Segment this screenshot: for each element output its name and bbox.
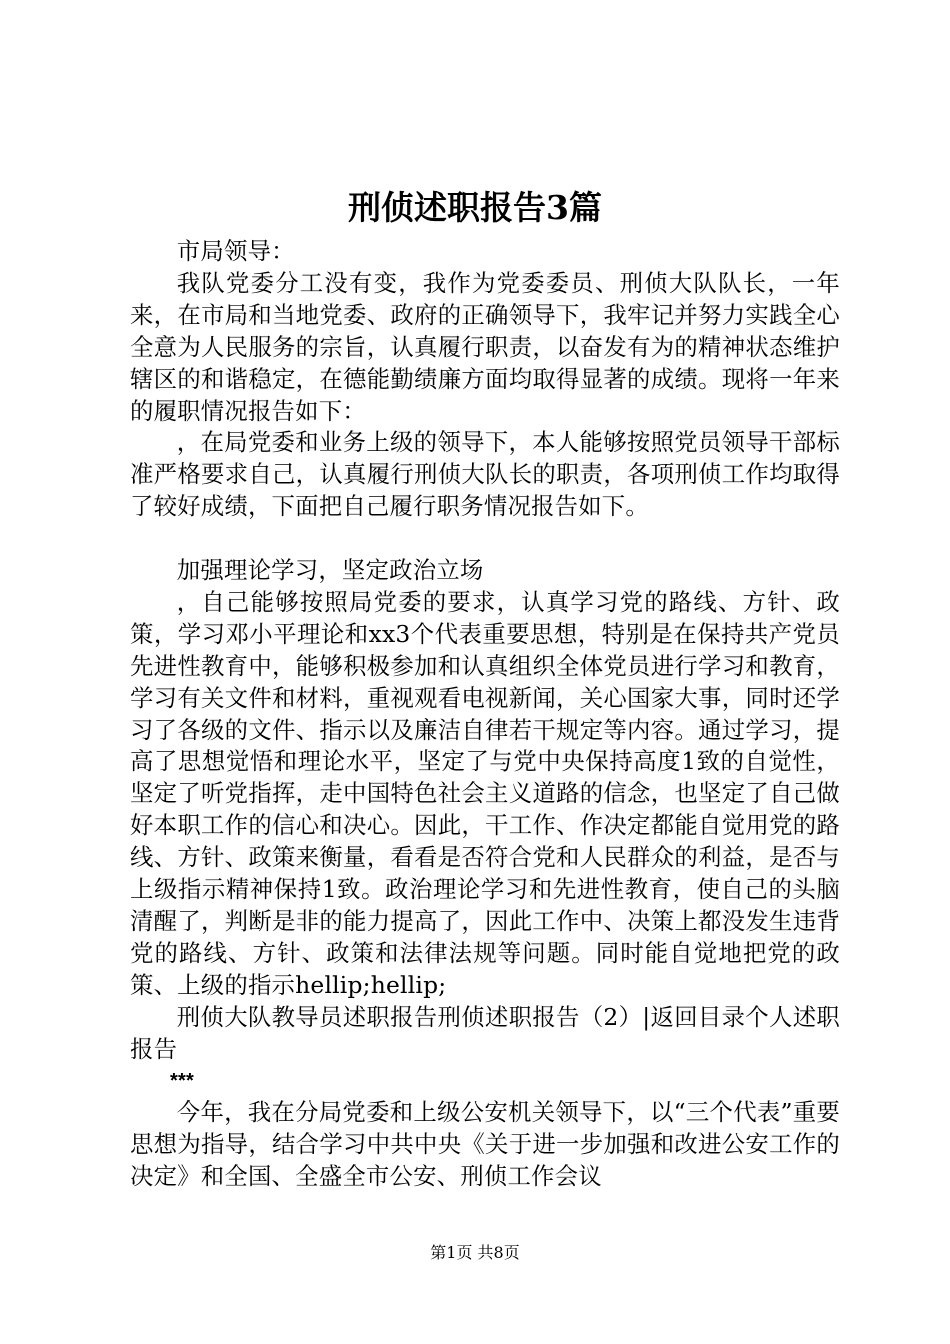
paragraph-second-report: 今年，我在分局党委和上级公安机关领导下，以“三个代表”重要思想为指导，结合学习中共中央《关于进一步加强和改进公安工作的决定》和全国、全盛全市公安、刑侦工作会议 — [130, 1098, 840, 1191]
section-heading: 加强理论学习，坚定政治立场 — [176, 556, 484, 585]
salutation: 市局领导： — [176, 237, 295, 265]
paragraph-related-link: 刑侦大队教导员述职报告刑侦述职报告（2）|返回目录个人述职报告 — [130, 1002, 840, 1063]
page-number: 第1页 共8页 — [430, 1243, 520, 1262]
paragraph-intro: 我队党委分工没有变，我作为党委委员、刑侦大队队长，一年来，在市局和当地党委、政府的正确领导下，我牢记并努力实践全心全意为人民服务的宗旨，认真履行职责，以奋发有为的精神状态维护辖区的和谐稳定，在德能勤绩廉方面均取得显著的成绩。现将一年来的履职情况报告如下： — [130, 268, 840, 425]
paragraph-theory-study: ，自己能够按照局党委的要求，认真学习党的路线、方针、政策，学习邓小平理论和xx3个代表重要思想，特别是在保持共产党员先进性教育中，能够积极参加和认真组织全体党员进行学习和教育，学习有关文件和材料，重视观看电视新闻，关心国家大事，同时还学习了各级的文件、指示以及廉洁自律若干规定等内容。通过学习，提高了思想觉悟和理论水平，坚定了与党中央保持高度1致的自觉性，坚定了听党指挥，走中国特色社会主义道路的信念，也坚定了自己做好本职工作的信心和决心。因此，干工作、作决定都能自觉用党的路线、方针、政策来衡量，看看是否符合党和人民群众的利益，是否与上级指示精神保持1致。政治理论学习和先进性教育，使自己的头脑清醒了，判断是非的能力提高了，因此工作中、决策上都没发生违背党的路线、方针、政策和法律法规等问题。同时能自觉地把党的政策、上级的指示hellip;hellip; — [130, 587, 840, 999]
paragraph-overview: ，在局党委和业务上级的领导下，本人能够按照党员领导干部标准严格要求自己，认真履行刑侦大队长的职责，各项刑侦工作均取得了较好成绩，下面把自己履行职务情况报告如下。 — [130, 428, 840, 521]
document-body — [130, 236, 840, 1193]
separator-stars: *** — [170, 1069, 194, 1092]
document-title: 刑侦述职报告3篇 — [348, 188, 602, 227]
